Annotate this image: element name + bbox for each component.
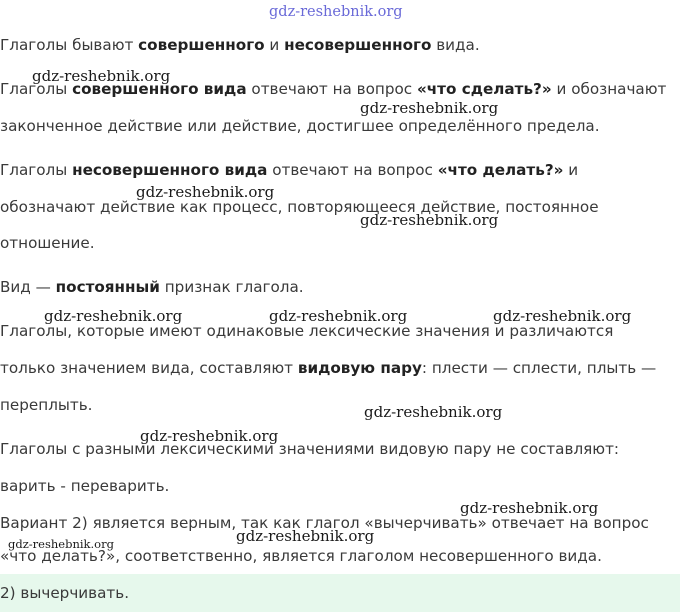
text: Глаголы бывают [0, 36, 139, 54]
text-line [0, 358, 656, 378]
text: отвечают на вопрос [246, 80, 417, 98]
watermark: gdz-reshebnik.org [360, 211, 499, 229]
bold-term: «что делать?» [437, 161, 564, 179]
answer-text: 2) вычерчивать. [0, 584, 130, 602]
text-line [0, 35, 480, 55]
watermark: gdz-reshebnik.org [32, 67, 171, 85]
bold-term: несовершенного [284, 36, 432, 54]
text: Глаголы, которые имеют одинаковые лексические значения и различаются [0, 322, 614, 340]
watermark-top: gdz-reshebnik.org [269, 4, 403, 20]
watermark: gdz-reshebnik.org [364, 403, 503, 421]
text: : плести — сплести, плыть — [421, 359, 657, 377]
text: «что делать?», соответственно, является глаголом несовершенного вида. [0, 547, 602, 565]
text: Глаголы с разными лексическими значениями видовую пару не составляют: [0, 440, 620, 458]
text-line [0, 476, 169, 496]
watermark: gdz-reshebnik.org [44, 307, 183, 325]
text: вида. [431, 36, 480, 54]
watermark: gdz-reshebnik.org [269, 307, 408, 325]
text: и [264, 36, 285, 54]
text: Глаголы [0, 161, 73, 179]
text-line [0, 197, 599, 217]
text: и [563, 161, 579, 179]
text-line [0, 546, 602, 566]
bold-term: постоянный [55, 278, 160, 296]
watermark: gdz-reshebnik.org [140, 427, 279, 445]
bold-term: видовую пару [297, 359, 422, 377]
text-line [0, 233, 95, 253]
text: отвечают на вопрос [267, 161, 438, 179]
text: признак глагола. [159, 278, 304, 296]
text: Глаголы [0, 80, 73, 98]
text: обозначают действие как процесс, повторяющееся действие, постоянное [0, 198, 599, 216]
text: отношение. [0, 234, 95, 252]
text-line [0, 160, 578, 180]
watermark: gdz-reshebnik.org [360, 99, 499, 117]
text-line [0, 321, 613, 341]
text-line [0, 513, 649, 533]
text: Вариант 2) является верным, так как глагол «вычерчивать» отвечает на вопрос [0, 514, 649, 532]
text: только значением вида, составляют [0, 359, 298, 377]
text-line [0, 116, 600, 136]
bold-term: несовершенного вида [72, 161, 268, 179]
text-line [0, 439, 619, 459]
watermark: gdz-reshebnik.org [493, 307, 632, 325]
text: законченное действие или действие, достигшее определённого предела. [0, 117, 600, 135]
text: переплыть. [0, 396, 93, 414]
watermark: gdz-reshebnik.org [460, 499, 599, 517]
bold-term: «что сделать?» [416, 80, 552, 98]
answer-box [0, 574, 680, 612]
bold-term: совершенного вида [72, 80, 247, 98]
text-line [0, 277, 304, 297]
watermark: gdz-reshebnik.org [236, 527, 375, 545]
text-line [0, 79, 666, 99]
text: Вид — [0, 278, 56, 296]
text-line [0, 395, 93, 415]
text: варить - переварить. [0, 477, 170, 495]
watermark: gdz-reshebnik.org [136, 183, 275, 201]
bold-term: совершенного [138, 36, 265, 54]
watermark: gdz-reshebnik.org [8, 537, 114, 551]
text: и обозначают [551, 80, 667, 98]
